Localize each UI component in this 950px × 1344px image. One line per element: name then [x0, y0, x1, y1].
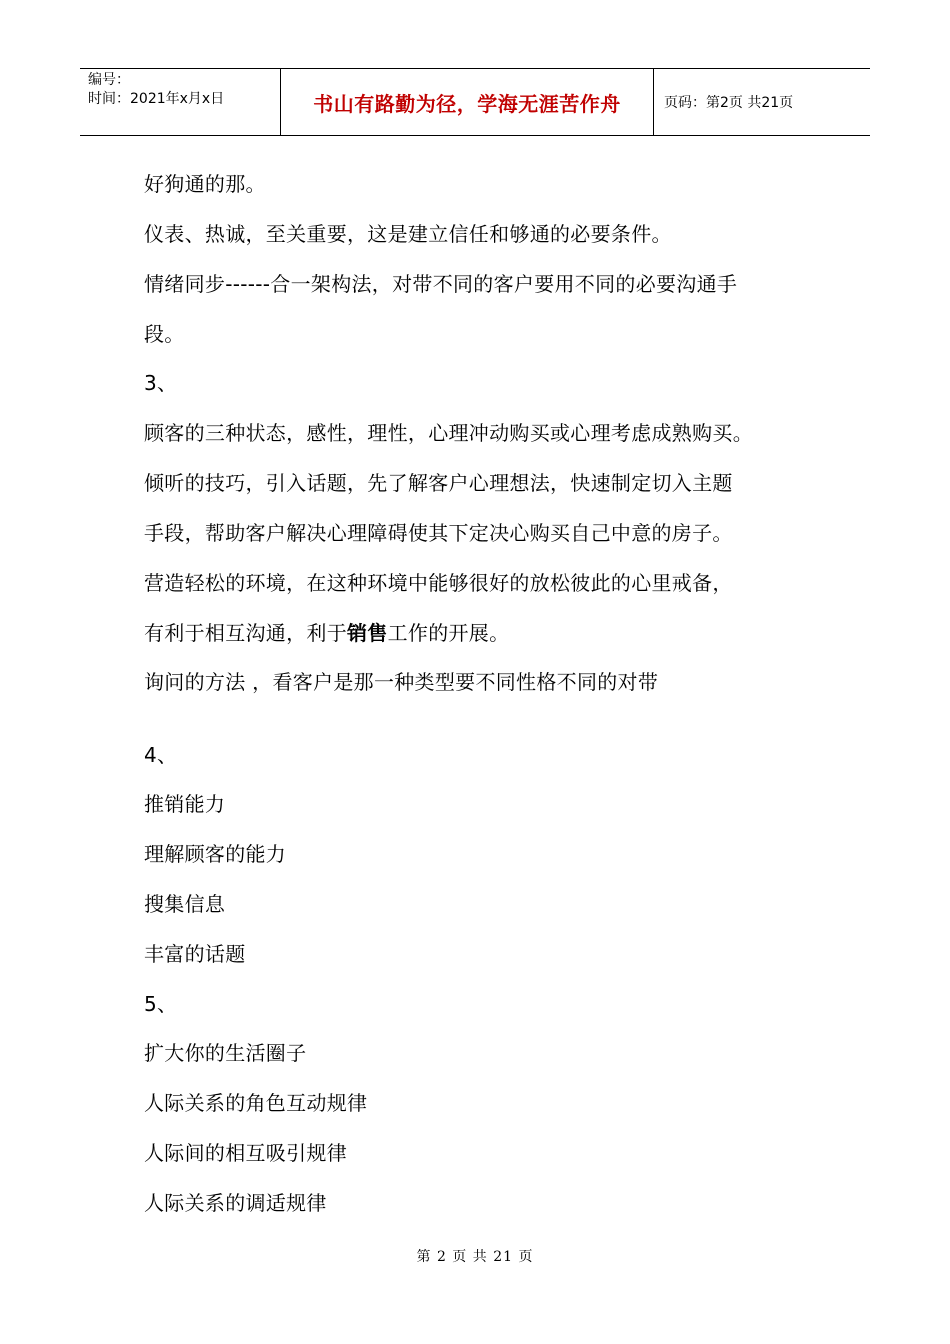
list-item: 人际关系的调适规律 — [144, 1191, 327, 1215]
section-number: 4、 — [144, 743, 178, 767]
paragraph: 倾听的技巧，引入话题，先了解客户心理想法，快速制定切入主题 — [144, 471, 733, 495]
header-motto: 书山有路勤为径，学海无涯苦作舟 — [313, 91, 621, 116]
document-header — [80, 68, 870, 136]
bold-keyword: 销售 — [347, 621, 388, 645]
paragraph-text: 有利于相互沟通，利于 — [144, 621, 347, 645]
list-item: 丰富的话题 — [144, 942, 246, 966]
paragraph: 询问的方法 ，看客户是那一种类型要不同性格不同的对带 — [144, 670, 659, 694]
paragraph: 情绪同步------合一架构法，对带不同的客户要用不同的必要沟通手 — [144, 272, 738, 296]
header-meta-cell — [80, 69, 281, 135]
header-motto-cell — [281, 69, 654, 135]
section-number: 5、 — [144, 992, 178, 1016]
serial-number-label: 编号： — [88, 72, 130, 88]
header-page-cell — [654, 69, 870, 135]
date-label: 时间：2021年x月x日 — [88, 91, 225, 107]
paragraph-with-bold — [144, 621, 509, 645]
paragraph: 营造轻松的环境，在这种环境中能够很好的放松彼此的心里戒备， — [144, 571, 733, 595]
list-item: 人际间的相互吸引规律 — [144, 1141, 347, 1165]
list-item: 搜集信息 — [144, 892, 226, 916]
paragraph: 好狗通的那。 — [144, 172, 266, 196]
list-item: 扩大你的生活圈子 — [144, 1041, 307, 1065]
list-item: 推销能力 — [144, 792, 226, 816]
list-item: 理解顾客的能力 — [144, 842, 287, 866]
page-footer: 第 2 页 共 21 页 — [416, 1249, 534, 1265]
paragraph: 手段，帮助客户解决心理障碍使其下定决心购买自己中意的房子。 — [144, 521, 733, 545]
section-number: 3、 — [144, 371, 178, 395]
paragraph-text: 工作的开展。 — [387, 621, 510, 645]
paragraph: 段。 — [144, 322, 185, 346]
list-item: 人际关系的角色互动规律 — [144, 1091, 368, 1115]
paragraph: 仪表、热诚，至关重要，这是建立信任和够通的必要条件。 — [144, 222, 672, 246]
header-page-info: 页码：第2页 共21页 — [664, 95, 794, 111]
paragraph: 顾客的三种状态，感性，理性，心理冲动购买或心理考虑成熟购买。 — [144, 421, 753, 445]
